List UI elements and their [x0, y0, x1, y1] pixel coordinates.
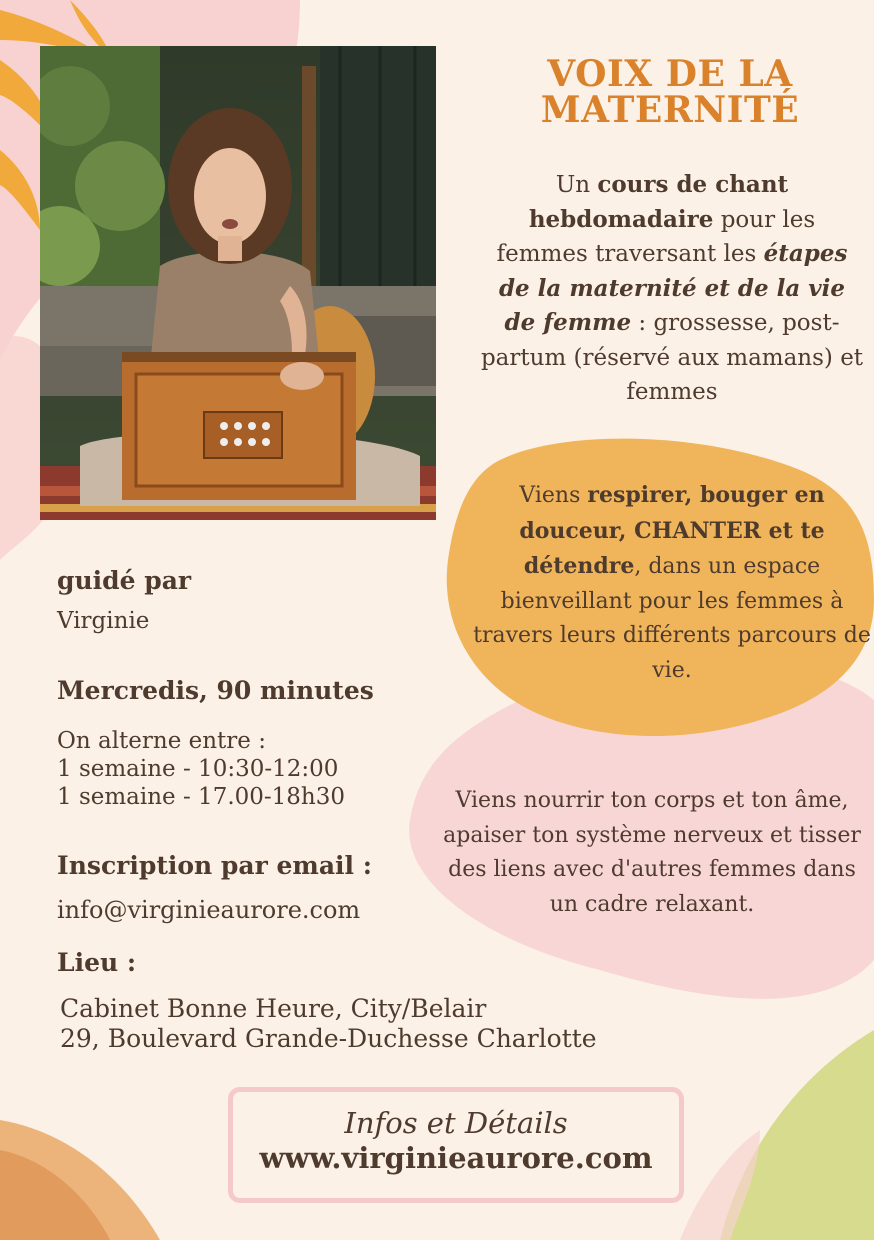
- p2-text-1: Viens: [519, 483, 588, 508]
- location-address: [60, 994, 597, 1054]
- photo-woman-harmonium: [40, 46, 436, 520]
- intro-text-2: pour les femmes traversant les: [496, 206, 816, 267]
- guide-heading: guidé par: [57, 566, 192, 595]
- schedule-line-1: On alterne entre :: [57, 728, 266, 754]
- p2-text-2: , dans un espace bienveillant pour les femmes à travers leurs différents parcours de vie.: [473, 554, 871, 683]
- p2-bold: respirer, bouger en douceur, CHANTER et te détendre: [519, 482, 825, 579]
- website-link[interactable]: www.virginieaurore.com: [259, 1141, 653, 1175]
- intro-paragraph: [480, 168, 864, 410]
- title-line-2: MATERNITÉ: [540, 89, 800, 131]
- guide-name: Virginie: [57, 608, 150, 634]
- intro-text-1: Un: [555, 172, 598, 198]
- schedule-heading: Mercredis, 90 minutes: [57, 676, 374, 705]
- address-line-2: 29, Boulevard Grande-Duchesse Charlotte: [60, 1024, 597, 1053]
- schedule-line-3: 1 semaine - 17.00-18h30: [57, 784, 346, 810]
- title-line-1: VOIX DE LA: [547, 53, 793, 95]
- schedule-details: [57, 727, 345, 811]
- info-box: [228, 1087, 684, 1203]
- info-label: Infos et Détails: [344, 1106, 568, 1140]
- intro-bold-course: cours de chant hebdomadaire: [528, 171, 789, 233]
- schedule-line-2: 1 semaine - 10:30-12:00: [57, 756, 339, 782]
- email-link[interactable]: info@virginieaurore.com: [57, 896, 361, 924]
- breathe-paragraph: [470, 478, 874, 688]
- nourish-paragraph: Viens nourrir ton corps et ton âme, apaiser ton système nerveux et tisser des liens avec d'autres femmes dans un cadre relaxant.: [443, 788, 861, 917]
- intro-text-3: : grossesse, post-partum (réservé aux mamans) et femmes: [480, 310, 864, 405]
- page-title: [470, 53, 870, 131]
- location-heading: Lieu :: [57, 948, 137, 977]
- inscription-heading: Inscription par email :: [57, 851, 372, 880]
- intro-bold-italic-stages: étapes de la maternité et de la vie de femme: [498, 240, 848, 336]
- address-line-1: Cabinet Bonne Heure, City/Belair: [60, 994, 487, 1023]
